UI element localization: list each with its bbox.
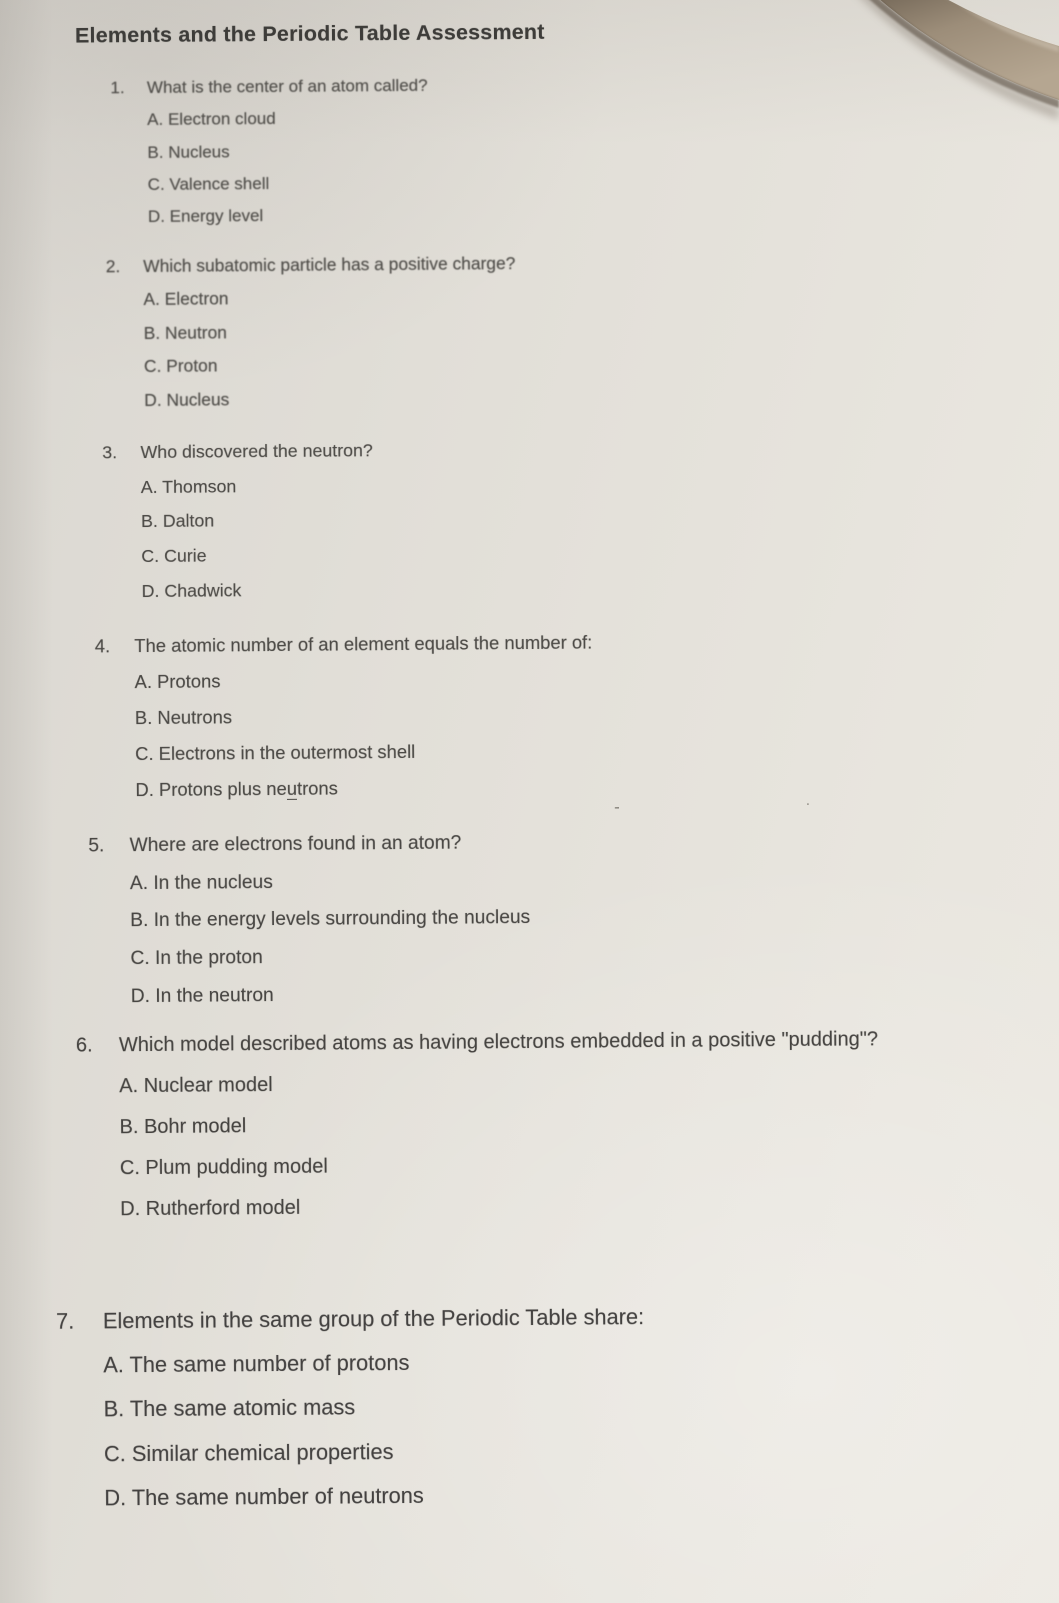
question-text: The atomic number of an element equals the number of: (134, 631, 593, 657)
question-line (95, 625, 593, 665)
underlined-letter: u (286, 777, 298, 799)
question-number: 1. (110, 78, 125, 98)
option-line: A. Nuclear model (119, 1074, 273, 1098)
question-text: What is the center of an atom called? (146, 75, 428, 97)
option-d-prefix: D. Protons plus ne (135, 777, 287, 800)
stray-mark: . (805, 791, 810, 808)
option-line: C. Similar chemical properties (103, 1438, 394, 1467)
option-line: A. Thomson (140, 476, 237, 497)
question-block-5 (88, 824, 531, 1016)
option-line: B. Neutrons (134, 706, 233, 728)
question-line (106, 247, 516, 284)
option-line: A. Protons (134, 670, 221, 692)
option-line: C. Plum pudding model (119, 1155, 328, 1180)
option-line: D. Energy level (147, 206, 264, 227)
option-line: A. In the nucleus (129, 871, 273, 894)
question-line (56, 1295, 644, 1344)
option-line: D. Rutherford model (120, 1196, 301, 1221)
question-block-7 (56, 1295, 646, 1521)
option-line (96, 768, 594, 808)
option-line: C. Electrons in the outermost shell (135, 740, 416, 764)
question-text: Which subatomic particle has a positive charge? (143, 253, 516, 277)
option-line: A. Electron (143, 288, 229, 310)
question-block-1 (110, 70, 428, 234)
option-line: D. The same number of neutrons (104, 1482, 424, 1511)
question-line (76, 1019, 914, 1067)
option-d-suffix: trons (296, 777, 338, 799)
question-block-4 (95, 625, 594, 808)
question-block-3 (102, 433, 374, 609)
option-line: B. The same atomic mass (103, 1394, 356, 1422)
option-line: B. Dalton (140, 510, 215, 532)
option-line: A. The same number of protons (103, 1350, 410, 1378)
question-block-2 (106, 247, 517, 417)
option-line: B. Bohr model (119, 1115, 247, 1139)
question-line (102, 433, 373, 470)
question-number: 3. (102, 442, 118, 463)
option-line: A. Electron cloud (147, 109, 276, 130)
question-number: 5. (88, 835, 105, 857)
question-text: Who discovered the neutron? (140, 440, 373, 463)
question-block-6 (76, 1019, 916, 1231)
option-line: B. Neutron (143, 322, 227, 343)
question-number: 2. (105, 256, 121, 277)
question-text: Which model described atoms as having electrons embedded in a positive "pudding"? (118, 1028, 879, 1057)
page-title: Elements and the Periodic Table Assessment (74, 19, 545, 48)
option-line: D. In the neutron (130, 984, 274, 1007)
question-number: 4. (94, 635, 111, 657)
question-number: 6. (75, 1034, 93, 1057)
option-line: B. In the energy levels surrounding the nucleus (130, 907, 531, 932)
question-text: Elements in the same group of the Periodic Table share: (102, 1304, 645, 1334)
question-line (88, 824, 530, 865)
question-line (110, 70, 427, 105)
option-line: B. Nucleus (147, 141, 230, 162)
option-line: C. Proton (143, 355, 218, 377)
option-line: C. Valence shell (147, 173, 270, 194)
option-line: C. In the proton (130, 946, 263, 970)
question-number: 7. (55, 1308, 75, 1334)
option-line: C. Curie (141, 545, 207, 567)
option-line: D. Chadwick (141, 580, 242, 601)
question-text: Where are electrons found in an atom? (129, 832, 462, 857)
stray-mark: - (613, 797, 620, 817)
option-line: D. Nucleus (144, 388, 230, 410)
